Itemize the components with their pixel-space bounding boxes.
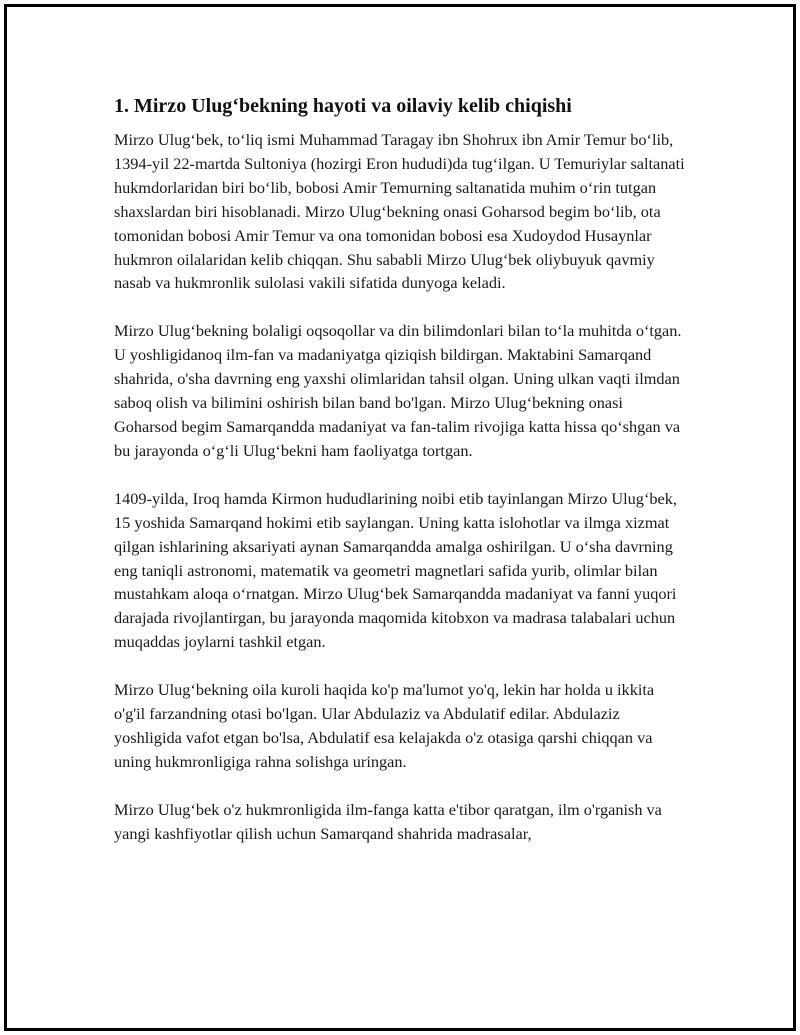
section-heading: 1. Mirzo Ulug‘bekning hayoti va oilaviy kelib chiqishi <box>114 95 572 117</box>
paragraph-childhood: Mirzo Ulug‘bekning bolaligi oqsoqollar va din bilimdonlari bilan to‘la muhitda o‘tgan. U yoshligidanoq ilm-fan va madaniyatga qiziqish bildirgan. Maktabini Samarqand shahrida, o'sha davrning eng yaxshi olimlaridan tahsil olgan. Uning ulkan vaqti ilmdan saboq olish va bilimini oshirish bilan band bo'lgan. Mirzo Ulug‘bekning onasi Goharsod begim Samarqandda madaniyat va fan-talim rivojiga katta hissa qo‘shgan va bu jarayonda o‘g‘li Ulug‘bekni ham faoliyatga tortgan. <box>114 321 682 460</box>
paragraph-science: Mirzo Ulug‘bek o'z hukmronligida ilm-fanga katta e'tibor qaratgan, ilm o'rganish va yangi kashfiyotlar qilish uchun Samarqand shahrida madrasalar, <box>114 799 662 843</box>
paragraph-family: Mirzo Ulug‘bekning oila kuroli haqida ko'p ma'lumot yo'q, lekin har holda u ikkita o'g'il farzandning otasi bo'lgan. Ular Abdulaziz va Abdulatif edilar. Abdulaziz yoshligida vafot etgan bo'lsa, Abdulatif esa kelajakda o'z otasiga qarshi chiqqan va uning hukmronligiga rahna solishga uringan. <box>114 680 655 771</box>
paragraph-governorship: 1409-yilda, Iroq hamda Kirmon hududlarining noibi etib tayinlangan Mirzo Ulug‘bek, 15 yoshida Samarqand hokimi etib saylangan. Uning katta islohotlar va ilmga xizmat qilgan ishlarining aksariyati aynan Samarqandda amalga oshirilgan. U o‘sha davrning eng taniqli astronomi, matematik va geometri magnetlari safida yurib, olimlar bilan mustahkam aloqa o‘rnatgan. Mirzo Ulug‘bek Samarqandda madaniyat va fanni yuqori darajada rivojlantirgan, bu jarayonda maqomida kitobxon va madrasa talabalari uchun muqaddas joylarni tashkil etgan. <box>114 488 677 652</box>
document-body <box>114 92 689 846</box>
paragraph-birth: Mirzo Ulug‘bek, to‘liq ismi Muhammad Taragay ibn Shohrux ibn Amir Temur bo‘lib, 1394-yil 22-martda Sultoniya (hozirgi Eron hududi)da tug‘ilgan. U Temuriylar saltanati hukmdorlaridan biri bo‘lib, bobosi Amir Temurning saltanatida muhim o‘rin tutgan shaxslardan biri hisoblanadi. Mirzo Ulug‘bekning onasi Goharsod begim bo‘lib, ota tomonidan bobosi Amir Temur va ona tomonidan bobosi esa Xudoydod Husaynlar hukmron oilalaridan kelib chiqqan. Shu sababli Mirzo Ulug‘bek oliybuyuk qavmiy nasab va hukmronlik sulolasi vakili sifatida dunyoga keladi. <box>114 130 685 293</box>
